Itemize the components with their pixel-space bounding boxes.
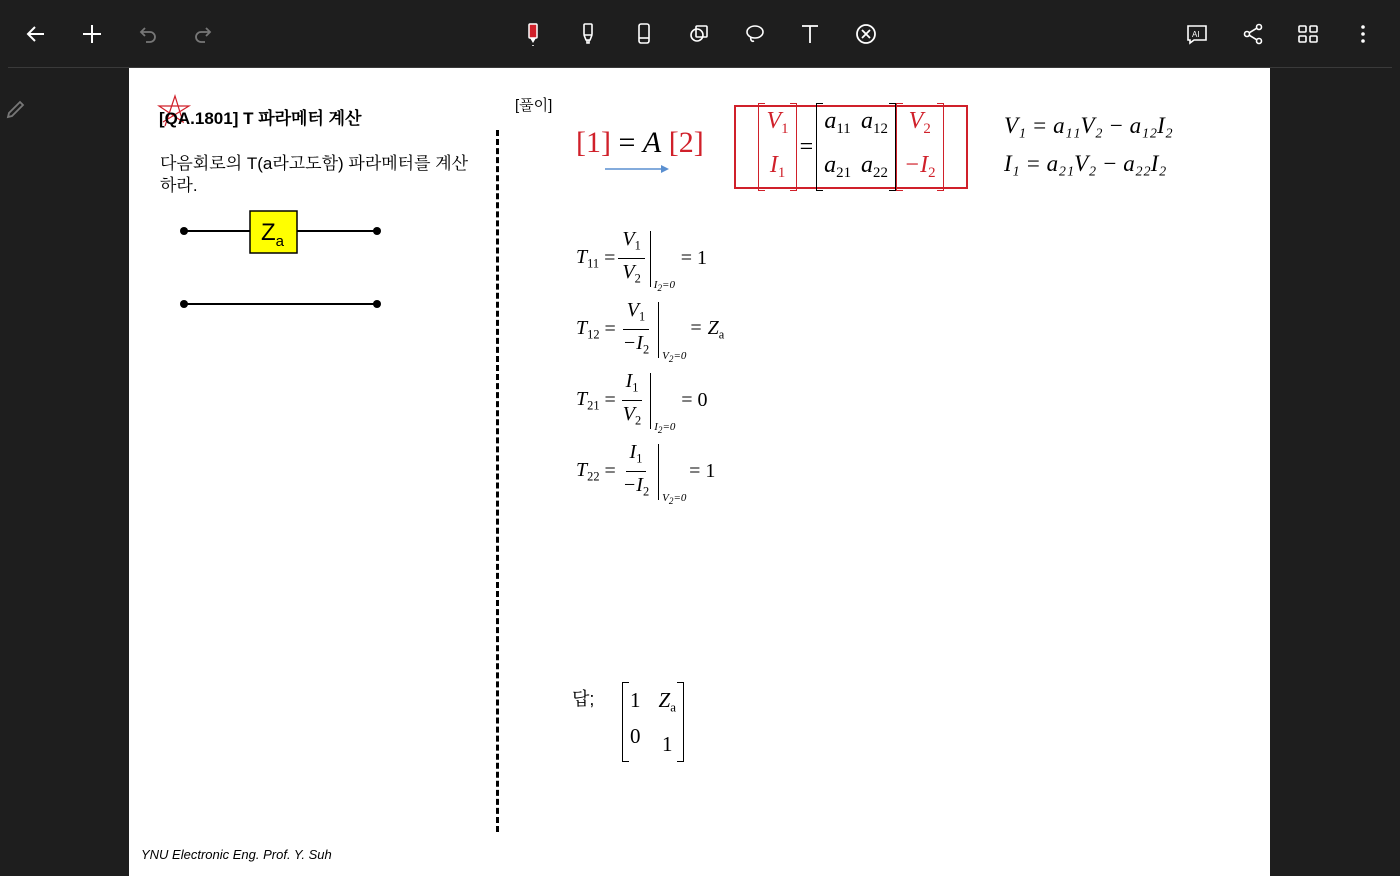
arrow-annotation: [603, 163, 673, 175]
answer-cell: 1: [661, 731, 673, 756]
circuit-diagram: [177, 208, 387, 313]
add-icon[interactable]: [75, 17, 109, 51]
text-icon[interactable]: [793, 17, 827, 51]
eraser-icon[interactable]: [627, 17, 661, 51]
grid-view-icon[interactable]: [1291, 17, 1325, 51]
answer-matrix: 1 0 $Z_a$ 1: [622, 682, 684, 762]
redo-icon[interactable]: [186, 17, 220, 51]
t21-equation: $T_{21}$ = $\frac{I_1}{V_2}$ $I_2=0$ = 0: [576, 370, 708, 435]
problem-text: 다음회로의 T(a라고도함) 파라메터를 계산하라.: [160, 154, 469, 195]
side-pen-icon[interactable]: [4, 97, 28, 121]
share-icon[interactable]: [1236, 17, 1270, 51]
lasso-icon[interactable]: [738, 17, 772, 51]
ai-label: AI: [1192, 30, 1200, 39]
solution-label: [풀이]: [515, 97, 553, 114]
pen-icon[interactable]: [516, 17, 550, 51]
component-label: $Z_a$: [261, 219, 285, 250]
highlighter-icon[interactable]: [571, 17, 605, 51]
shapes-icon[interactable]: [682, 17, 716, 51]
back-arrow-icon[interactable]: [19, 17, 53, 51]
more-icon[interactable]: [1346, 17, 1380, 51]
matrix-equation-box: $V_1$ $I_1$ = $a_{11}$ $a_{21}$ $a_{12}$ $a_{22}$ $V_2$ $-I_2$: [734, 105, 968, 189]
dashed-divider: [496, 130, 499, 832]
t11-equation: $T_{11}$ = $\frac{V_1}{V_2}$ $I_2=0$ = 1: [576, 228, 708, 293]
undo-icon[interactable]: [131, 17, 165, 51]
top-toolbar: [0, 0, 1400, 68]
answer-cell: Z: [658, 688, 671, 712]
problem-title: [QA.1801] T 파라메터 계산: [159, 109, 362, 128]
footer-credit: YNU Electronic Eng. Prof. Y. Suh: [141, 847, 332, 862]
relation-equation: [1] = A [2]: [576, 126, 704, 159]
t22-equation: $T_{22}$ = $\frac{I_1}{-I_2}$ $V_2=0$ = 1: [576, 441, 716, 506]
close-circle-icon[interactable]: [849, 17, 883, 51]
t12-equation: $T_{12}$ = $\frac{V_1}{-I_2}$ $V_2=0$ = $Z_a$: [576, 299, 725, 364]
answer-label: 답;: [572, 689, 595, 709]
ai-icon[interactable]: [1180, 17, 1214, 51]
i1-equation: I₁ = a₂₁V₂ − a₂₂I₂: [1004, 151, 1167, 176]
note-page[interactable]: [129, 68, 1270, 876]
v1-equation: V₁ = a₁₁V₂ − a₁₂I₂: [1004, 113, 1173, 138]
answer-cell: 0: [630, 724, 641, 748]
answer-cell: 1: [630, 688, 641, 712]
